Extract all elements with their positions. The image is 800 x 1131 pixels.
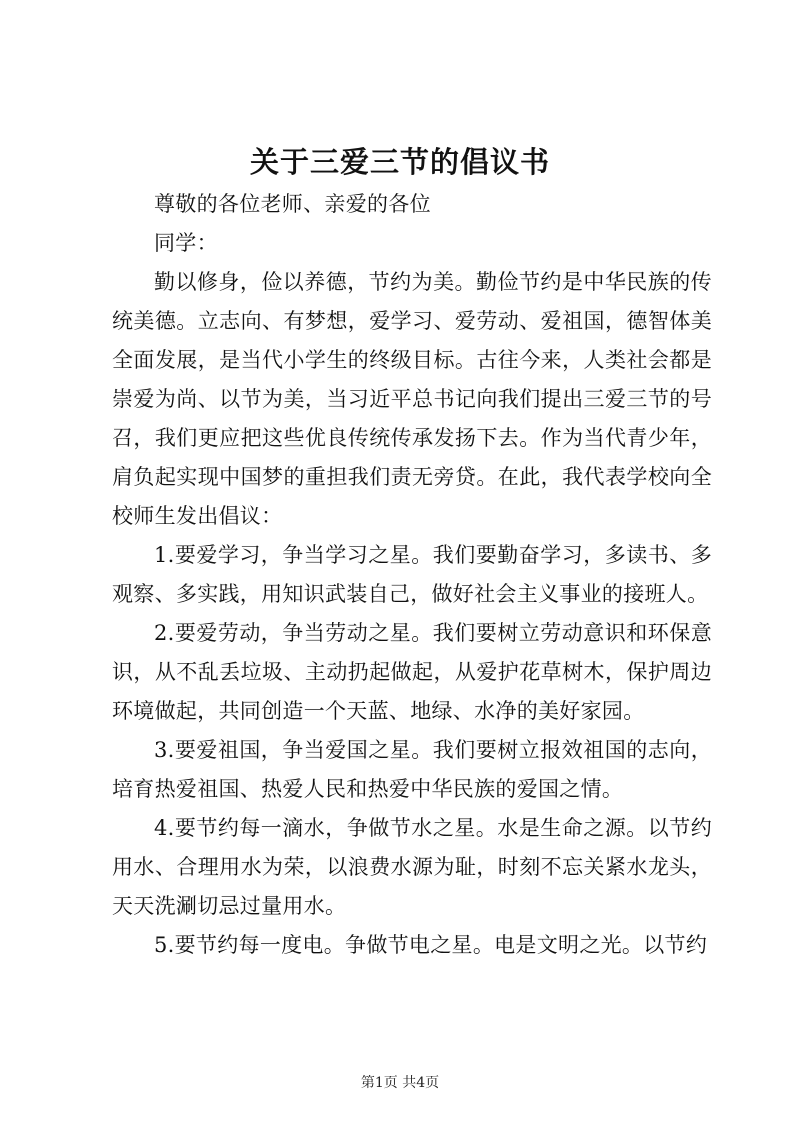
document-body xyxy=(112,185,712,965)
proposal-item-5: 5.要节约每一度电。争做节电之星。电是文明之光。以节约 xyxy=(154,933,708,957)
page-number-footer: 第1页 共4页 xyxy=(360,1075,440,1091)
document-title: 关于三爱三节的倡议书 xyxy=(249,145,550,179)
salutation-line-1: 尊敬的各位老师、亲爱的各位 xyxy=(154,192,431,216)
intro-paragraph: 勤以修身，俭以养德，节约为美。勤俭节约是中华民族的传统美德。立志向、有梦想，爱学习、爱劳动、爱祖国，德智体美全面发展，是当代小学生的终级目标。古往今来，人类社会都是崇爱为尚、以节为美，当习近平总书记向我们提出三爱三节的号召，我们更应把这些优良传统传承发扬下去。作为当代青少年，肩负起实现中国梦的重担我们责无旁贷。在此，我代表学校向全校师生发出倡议： xyxy=(112,270,712,528)
proposal-item-2: 2.要爱劳动，争当劳动之星。我们要树立劳动意识和环保意识，从不乱丢垃圾、主动扔起做起，从爱护花草树木，保护周边环境做起，共同创造一个天蓝、地绿、水净的美好家园。 xyxy=(112,621,712,723)
proposal-item-4: 4.要节约每一滴水，争做节水之星。水是生命之源。以节约用水、合理用水为荣，以浪费水源为耻，时刻不忘关紧水龙头，天天洗涮切忌过量用水。 xyxy=(112,816,712,918)
salutation-line-2: 同学： xyxy=(154,231,218,255)
proposal-item-1: 1.要爱学习，争当学习之星。我们要勤奋学习，多读书、多观察、多实践，用知识武装自己，做好社会主义事业的接班人。 xyxy=(112,543,712,606)
proposal-item-3: 3.要爱祖国，争当爱国之星。我们要树立报效祖国的志向，培育热爱祖国、热爱人民和热爱中华民族的爱国之情。 xyxy=(112,738,712,801)
